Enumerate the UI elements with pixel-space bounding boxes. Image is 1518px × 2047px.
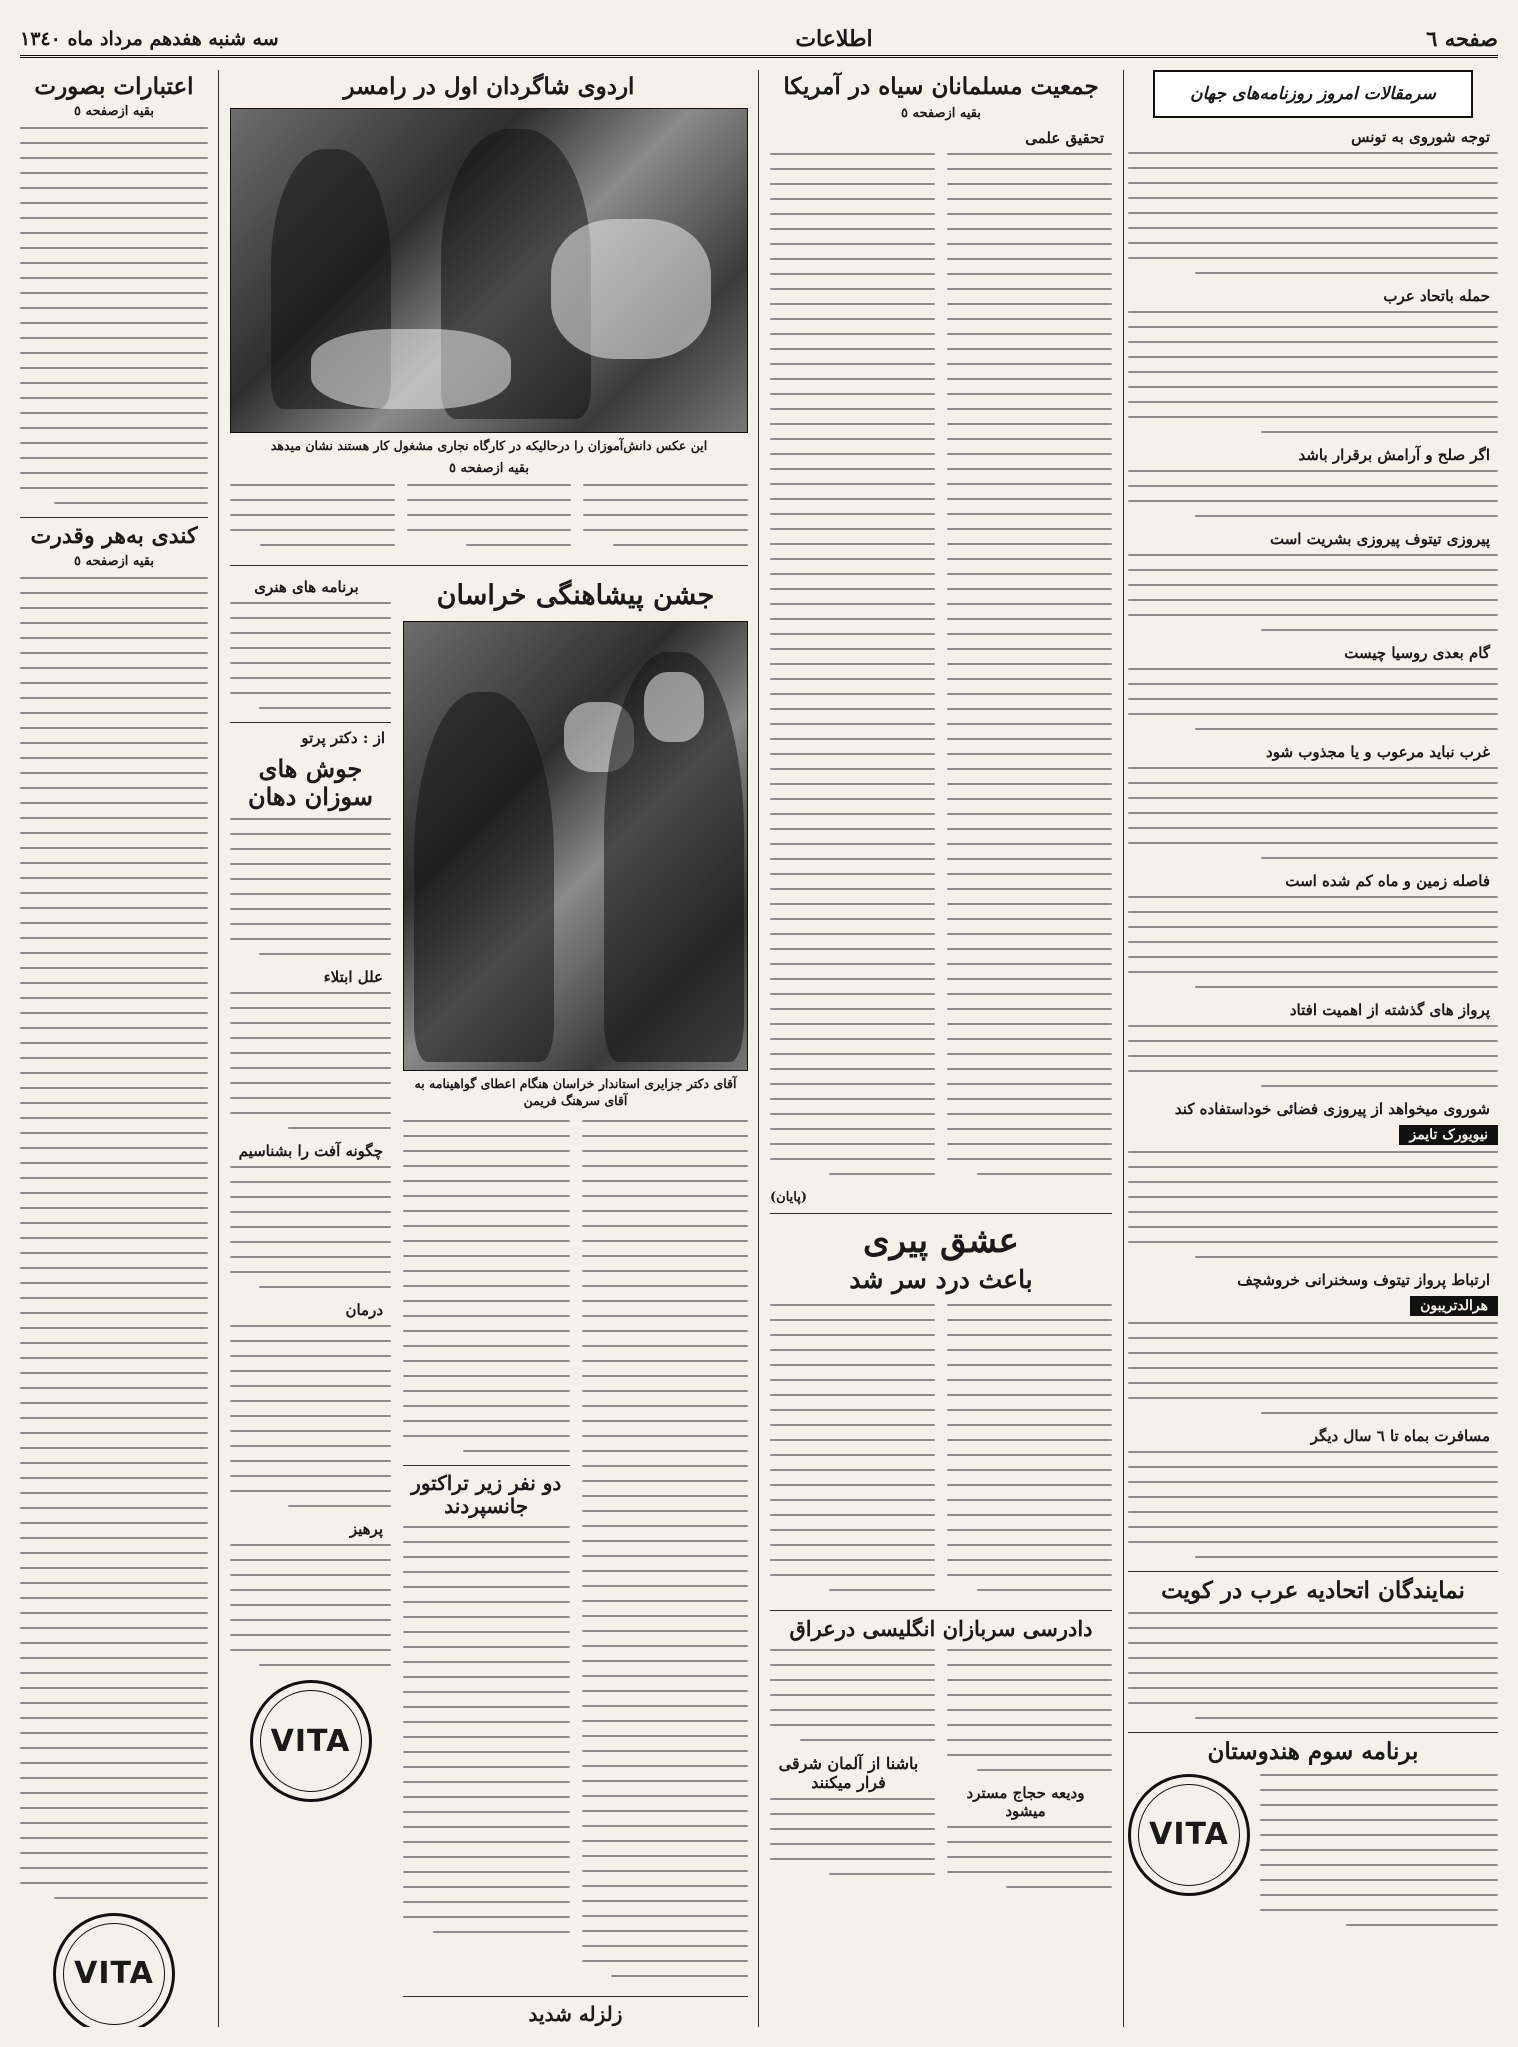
love-text-col [947, 1304, 1112, 1604]
sores-text [230, 992, 391, 1129]
sores-subhead: درمان [345, 1301, 383, 1320]
trial-text [947, 1649, 1112, 1771]
continued-note: بقیه ازصفحه ٥ [449, 460, 529, 476]
vita-logo: VITA [53, 1913, 175, 2027]
camp-text-col [583, 484, 748, 559]
camp-photo-caption: این عکس‌ دانش‌آموزان را درحالیکه در کارگاه نجاری مشغول کار هستند نشان میدهد [270, 438, 708, 454]
khorasan-photo-caption: آقای دکتر جزایری استاندار خراسان هنگام اعطای گواهینامه به آقای سرهنگ فریمن [414, 1075, 737, 1109]
editorial-heading: ارتباط پرواز تیتوف وسخنرانی خروشچف [1237, 1271, 1490, 1289]
editorial-text [1128, 1025, 1498, 1087]
sores-text [230, 818, 391, 955]
hajj-headline: ودیعه حجاج مسترد میشود [966, 1784, 1085, 1821]
continued-note: بقیه ازصفحه ٥ [74, 104, 154, 120]
muslims-subhead: تحقیق علمی [1025, 129, 1104, 148]
column-rule [1123, 70, 1124, 2027]
editorial-text [1128, 1322, 1498, 1414]
editorial-text [1128, 1151, 1498, 1258]
sores-subhead: پرهیز [349, 1520, 383, 1539]
editorial-heading: اگر صلح و آرامش برقرار باشد [1298, 446, 1490, 464]
program-subhead: برنامه های هنری [254, 577, 359, 596]
khorasan-headline: جشن پیشاهنگی خراسان [436, 579, 715, 611]
editorial-heading: شوروی میخواهد از پیروزی فضائی خوداستفاده کند [1174, 1100, 1490, 1118]
article-author: از : دکتر پرتو [301, 728, 385, 747]
sores-text [230, 1166, 391, 1288]
editorial-text [1128, 767, 1498, 859]
arab-union-headline: نمایندگان اتحادیه عرب در کویت [1161, 1577, 1465, 1604]
newspaper-name: اطلاعات [795, 25, 873, 52]
editorial-text [1128, 1451, 1498, 1558]
masthead [20, 22, 1498, 58]
center-section [230, 70, 748, 2027]
editorial-heading: غرب نباید مرعوب و یا مجذوب شود [1266, 743, 1490, 761]
vita-logo: VITA [250, 1680, 372, 1802]
left-column [20, 70, 208, 2027]
earthquake-headline: زلزله شدید [528, 2001, 623, 2026]
page-number: صفحه ٦ [1426, 26, 1498, 51]
continued-note: بقیه ازصفحه ٥ [74, 553, 154, 569]
editorials-banner: سرمقالات امروز روزنامه‌های جهان [1153, 70, 1473, 118]
kennedy-text [20, 577, 208, 1899]
editorial-text [1128, 152, 1498, 274]
tractor-headline: دو نفر زیر تراکتور جانسپردند [411, 1470, 562, 1518]
muslims-end: (پایان) [770, 1190, 808, 1206]
editorial-heading: گام بعدی روسیا چیست [1344, 644, 1490, 662]
camp-headline: اردوی شاگردان اول در رامسر [343, 73, 635, 100]
editorial-text [1128, 668, 1498, 730]
credit-headline: اعتبارات بصورت [34, 73, 194, 100]
love-headline: عشق پیری [863, 1221, 1019, 1262]
love-subheadline: باعث درد سر شد [849, 1264, 1033, 1294]
muslims-article [770, 70, 1112, 2027]
east-germany-text [770, 1798, 935, 1875]
sores-headline: جوش های سوزان دهان [247, 753, 374, 811]
tractor-text [403, 1526, 570, 1933]
editorial-heading: حمله باتحاد عرب [1383, 287, 1490, 305]
muslims-headline: جمعیت مسلمانان سیاه در آمریکا [783, 73, 1099, 100]
continued-note: بقیه ازصفحه ٥ [901, 106, 981, 122]
herald-tribune-masthead: هرالدتریبون [1410, 1296, 1498, 1316]
khorasan-text-col [403, 1120, 570, 1452]
kennedy-headline: کندی به‌هر وقدرت [30, 523, 198, 550]
muslims-text-col [770, 153, 935, 1188]
india-plan-headline: برنامه سوم هندوستان [1207, 1738, 1419, 1766]
love-text-col [770, 1304, 935, 1604]
khorasan-photo [403, 621, 748, 1071]
editorials-column [1128, 70, 1498, 2027]
column-rule [758, 70, 759, 2027]
editorial-heading: مسافرت بماه تا ٦ سال دیگر [1310, 1427, 1490, 1445]
editorial-heading: فاصله زمین و ماه کم شده است [1285, 872, 1490, 890]
camp-program-text [230, 602, 391, 709]
editorial-text [1128, 896, 1498, 988]
editorial-text [1128, 470, 1498, 517]
trial-headline: دادرسی سربازان انگلیسی درعراق [789, 1616, 1093, 1642]
nyt-masthead: نیویورک تایمز [1399, 1125, 1498, 1145]
editorial-text [1128, 311, 1498, 433]
camp-photo [230, 108, 748, 433]
camp-text-col [407, 484, 572, 559]
credit-text [20, 127, 208, 504]
editorial-text [1128, 554, 1498, 631]
sores-subhead: علل ابتلاء [323, 968, 383, 987]
sores-subhead: چگونه آفت را بشناسیم [238, 1142, 383, 1161]
editorial-heading: توجه شوروی به تونس [1351, 128, 1490, 146]
sores-text [230, 1544, 391, 1666]
editorial-heading: پیروزی تیتوف پیروزی بشریت است [1269, 530, 1490, 548]
trial-text [770, 1649, 935, 1741]
camp-text-col [230, 484, 395, 559]
sores-text [230, 1325, 391, 1507]
editorial-heading: پرواز های گذشته از اهمیت افتاد [1289, 1001, 1490, 1019]
column-rule [218, 70, 219, 2027]
arab-union-text [1128, 1612, 1498, 1719]
vita-logo: VITA [1128, 1774, 1250, 1896]
india-plan-text [1260, 1774, 1498, 1939]
east-germany-headline: باشنا از آلمان شرقی فرار میکنند [778, 1754, 919, 1793]
issue-date: سه شنبه هفدهم مرداد ماه ١٣٤٠ [20, 27, 279, 50]
khorasan-text-col [582, 1120, 749, 1990]
hajj-text [947, 1826, 1112, 1888]
muslims-text-col [947, 153, 1112, 1188]
